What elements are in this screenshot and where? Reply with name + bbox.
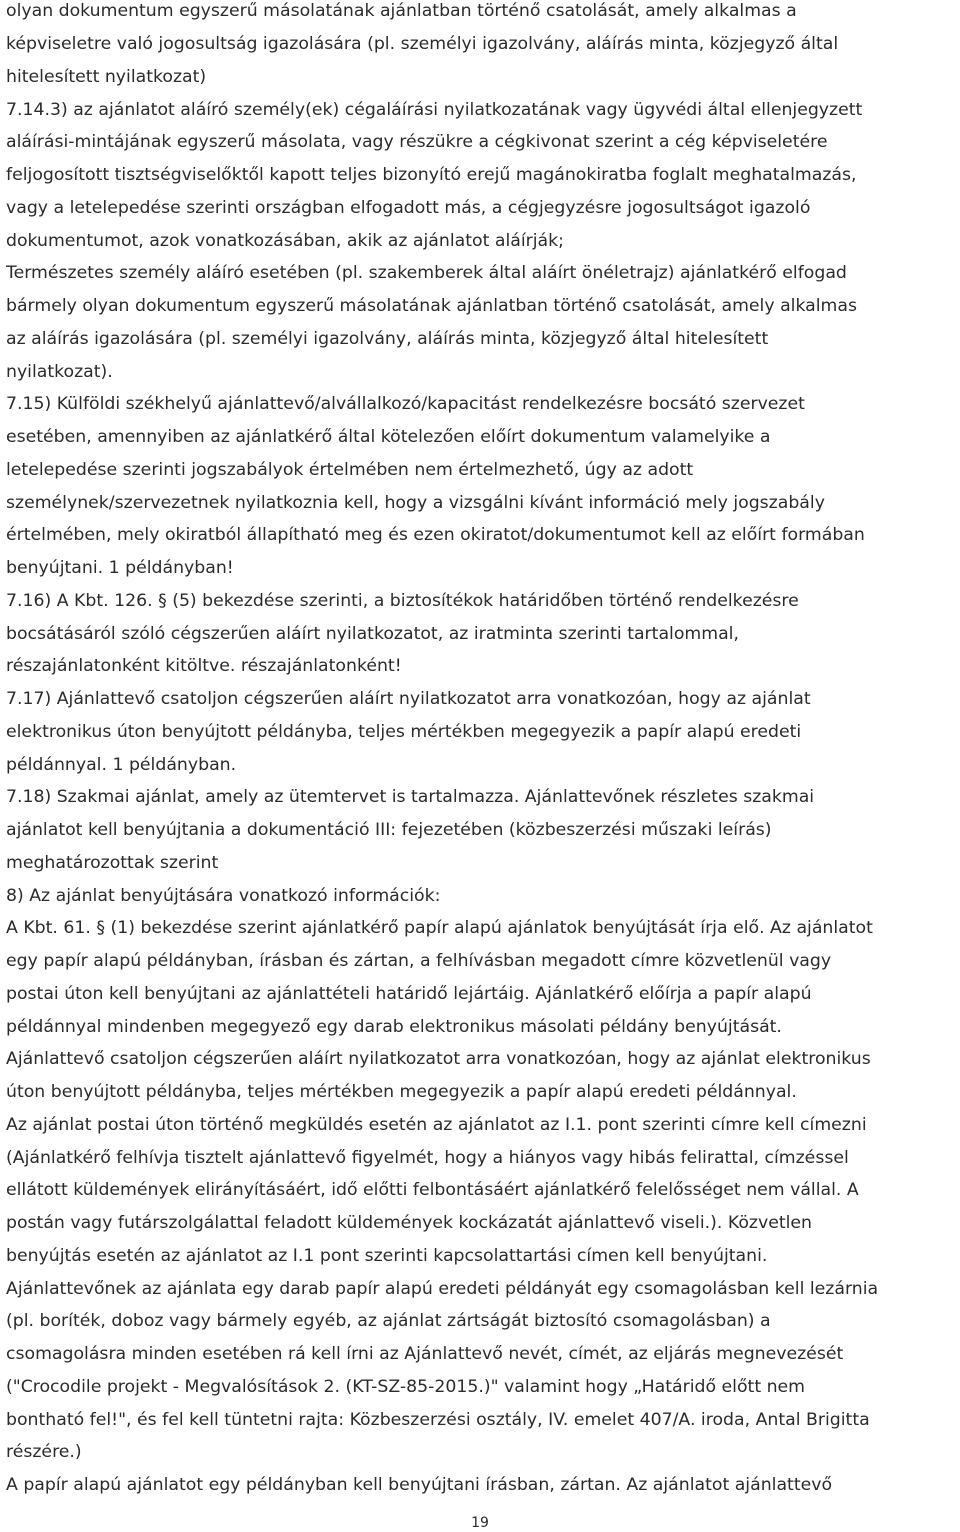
text-line: benyújtás esetén az ajánlatot az I.1 pont szerinti kapcsolattartási címen kell benyújtani.: [6, 1246, 768, 1266]
text-line: 7.16) A Kbt. 126. § (5) bekezdése szerinti, a biztosítékok határidőben történő rendelkezésre: [6, 591, 799, 611]
text-line: képviseletre való jogosultság igazolására (pl. személyi igazolvány, aláírás minta, közjegyző által: [6, 34, 839, 54]
text-line: értelmében, mely okiratból állapítható meg és ezen okiratot/dokumentumot kell az előírt formában: [6, 525, 865, 545]
text-line: Természetes személy aláíró esetében (pl. szakemberek által aláírt önéletrajz) ajánlatkérő elfogad: [6, 263, 847, 283]
text-line: feljogosított tisztségviselőktől kapott teljes bizonyító erejű magánokiratba foglalt meghatalmazás,: [6, 165, 857, 185]
text-line: bocsátásáról szóló cégszerűen aláírt nyilatkozatot, az iratminta szerinti tartalommal,: [6, 624, 739, 644]
text-line: az aláírás igazolására (pl. személyi igazolvány, aláírás minta, közjegyző által hitelesített: [6, 329, 769, 349]
text-line: 8) Az ajánlat benyújtására vonatkozó információk:: [6, 886, 441, 906]
page-number: 19: [471, 1515, 489, 1531]
text-line: bontható fel!", és fel kell tüntetni rajta: Közbeszerzési osztály, IV. emelet 407/A. iroda, Antal Brigitta: [6, 1410, 870, 1430]
text-line: elektronikus úton benyújtott példányba, teljes mértékben megegyezik a papír alapú eredeti: [6, 722, 802, 742]
text-line: esetében, amennyiben az ajánlatkérő által kötelezően előírt dokumentum valamelyike a: [6, 427, 771, 447]
text-line: benyújtani. 1 példányban!: [6, 558, 234, 578]
text-line: csomagolásra minden esetében rá kell írni az Ajánlattevő nevét, címét, az eljárás megnevezését: [6, 1344, 844, 1364]
text-line: ajánlatot kell benyújtania a dokumentáció III: fejezetében (közbeszerzési műszaki leírás): [6, 820, 772, 840]
text-line: Ajánlattevőnek az ajánlata egy darab papír alapú eredeti példányát egy csomagolásban kell lezárnia: [6, 1279, 879, 1299]
text-line: 7.18) Szakmai ajánlat, amely az ütemtervet is tartalmazza. Ajánlattevőnek részletes szakmai: [6, 787, 815, 807]
text-line: postán vagy futárszolgálattal feladott küldemények kockázatát ajánlattevő viseli.). Közvetlen: [6, 1213, 812, 1233]
text-line: egy papír alapú példányban, írásban és zártan, a felhívásban megadott címre közvetlenül vagy: [6, 951, 832, 971]
text-line: hitelesített nyilatkozat): [6, 67, 207, 87]
text-line: Az ajánlat postai úton történő megküldés esetén az ajánlatot az I.1. pont szerinti címre kell címezni: [6, 1115, 867, 1135]
text-line: ("Crocodile projekt - Megvalósítások 2. (KT-SZ-85-2015.)" valamint hogy „Határidő előtt nem: [6, 1377, 806, 1397]
text-line: részére.): [6, 1442, 82, 1462]
text-line: példánnyal mindenben megegyező egy darab elektronikus másolati példány benyújtását.: [6, 1017, 782, 1037]
text-line: Ajánlattevő csatoljon cégszerűen aláírt nyilatkozatot arra vonatkozóan, hogy az ajánlat elektronikus: [6, 1049, 871, 1069]
text-line: ellátott küldemények elirányításáért, idő előtti felbontásáért ajánlatkérő felelősséget nem vállal. A: [6, 1180, 859, 1200]
text-line: személynek/szervezetnek nyilatkoznia kell, hogy a vizsgálni kívánt információ mely jogszabály: [6, 493, 825, 513]
text-line: aláírási-mintájának egyszerű másolata, vagy részükre a cégkivonat szerint a cég képviseletére: [6, 132, 828, 152]
text-line: A Kbt. 61. § (1) bekezdése szerint ajánlatkérő papír alapú ajánlatok benyújtását írja elő. Az ajánlatot: [6, 918, 873, 938]
text-line: (Ajánlatkérő felhívja tisztelt ajánlattevő figyelmét, hogy a hiányos vagy hibás felirattal, címzéssel: [6, 1148, 849, 1168]
text-line: olyan dokumentum egyszerű másolatának ajánlatban történő csatolását, amely alkalmas a: [6, 1, 797, 21]
text-line: vagy a letelepedése szerinti országban elfogadott más, a cégjegyzésre jogosultságot igazoló: [6, 198, 811, 218]
text-line: példánnyal. 1 példányban.: [6, 755, 237, 775]
text-line: meghatározottak szerint: [6, 853, 219, 873]
text-line: bármely olyan dokumentum egyszerű másolatának ajánlatban történő csatolását, amely alkalmas: [6, 296, 857, 316]
text-line: 7.17) Ajánlattevő csatoljon cégszerűen aláírt nyilatkozatot arra vonatkozóan, hogy az ajánlat: [6, 689, 811, 709]
text-line: letelepedése szerinti jogszabályok értelmében nem értelmezhető, úgy az adott: [6, 460, 694, 480]
text-line: dokumentumot, azok vonatkozásában, akik az ajánlatot aláírják;: [6, 231, 564, 251]
text-line: 7.15) Külföldi székhelyű ajánlattevő/alvállalkozó/kapacitást rendelkezésre bocsátó szervezet: [6, 394, 805, 414]
text-line: nyilatkozat).: [6, 362, 113, 382]
text-line: részajánlatonként kitöltve. részajánlatonként!: [6, 656, 402, 676]
text-line: 7.14.3) az ajánlatot aláíró személy(ek) cégaláírási nyilatkozatának vagy ügyvédi által ellenjegyzett: [6, 100, 863, 120]
text-line: úton benyújtott példányba, teljes mértékben megegyezik a papír alapú eredeti példánnyal.: [6, 1082, 797, 1102]
text-line: (pl. boríték, doboz vagy bármely egyéb, az ajánlat zártságát biztosító csomagolásban) a: [6, 1311, 771, 1331]
text-line: postai úton kell benyújtani az ajánlattételi határidő lejártáig. Ajánlatkérő előírja a papír alapú: [6, 984, 812, 1004]
text-line: A papír alapú ajánlatot egy példányban kell benyújtani írásban, zártan. Az ajánlatot ajánlattevő: [6, 1475, 833, 1495]
